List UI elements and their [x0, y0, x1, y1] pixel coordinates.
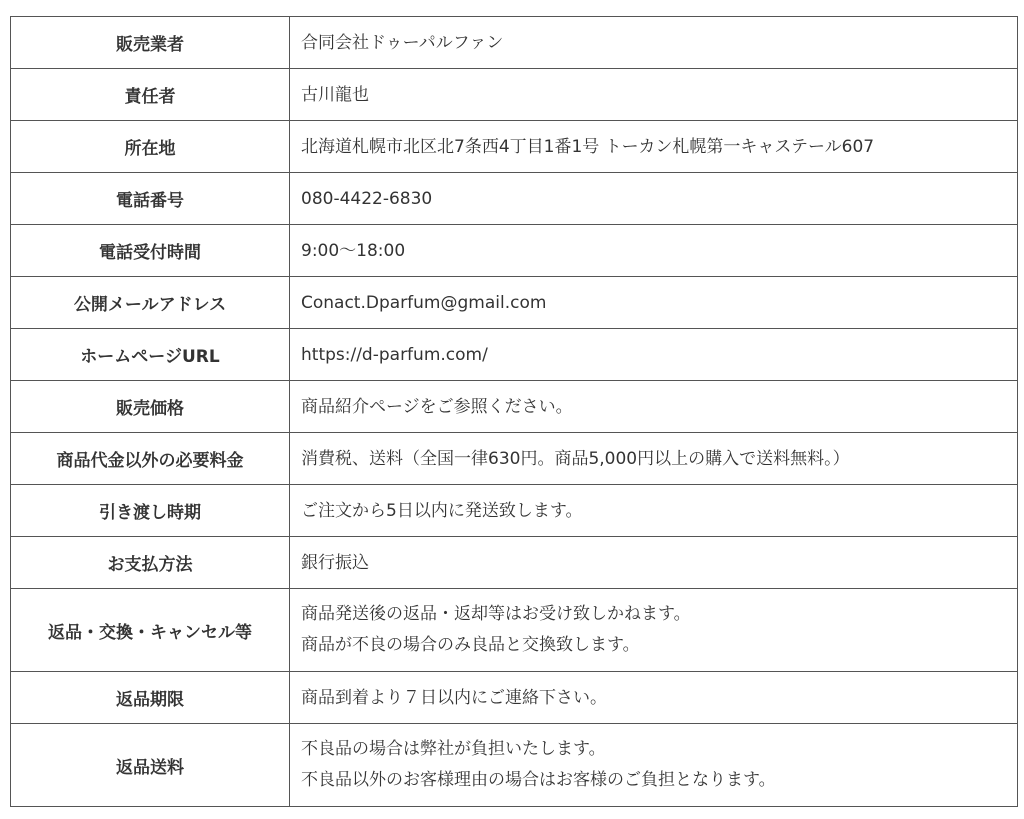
row-value [290, 381, 1018, 433]
row-value [290, 672, 1018, 724]
row-value [290, 537, 1018, 589]
table-row-homepage [11, 329, 1018, 381]
table-row-phone [11, 173, 1018, 225]
row-value [290, 485, 1018, 537]
row-label: 公開メールアドレス [11, 277, 290, 329]
table-row-return-shipping [11, 724, 1018, 807]
phone-hours-text: 9:00～18:00 [301, 240, 406, 261]
returns-policy-line-2: 商品が不良の場合のみ良品と交換致します。 [301, 635, 640, 655]
row-label: ホームページURL [11, 329, 290, 381]
row-label: 返品・交換・キャンセル等 [11, 589, 290, 672]
row-value [290, 589, 1018, 672]
row-value [290, 121, 1018, 173]
row-value [290, 433, 1018, 485]
row-value [290, 329, 1018, 381]
returns-policy-line-1: 商品発送後の返品・返却等はお受け致しかねます。 [301, 604, 691, 624]
price-text: 商品紹介ページをご参照ください。 [301, 396, 573, 417]
return-shipping-line-2: 不良品以外のお客様理由の場合はお客様のご負担となります。 [301, 770, 776, 790]
table-row-phone-hours [11, 225, 1018, 277]
row-label: 販売価格 [11, 381, 290, 433]
homepage-url: https://d-parfum.com/ [301, 344, 488, 365]
delivery-time-text: ご注文から5日以内に発送致します。 [301, 500, 583, 521]
table-row-address [11, 121, 1018, 173]
row-value [290, 277, 1018, 329]
row-label: 返品期限 [11, 672, 290, 724]
email-address: Conact.Dparfum@gmail.com [301, 292, 547, 313]
row-label: 販売業者 [11, 17, 290, 69]
row-label: 引き渡し時期 [11, 485, 290, 537]
return-shipping-line-1: 不良品の場合は弊社が負担いたします。 [301, 739, 606, 759]
table-row-price [11, 381, 1018, 433]
address-text: 北海道札幌市北区北7条西4丁目1番1号 トーカン札幌第一キャステール607 [301, 136, 875, 157]
extra-fees-text: 消費税、送料（全国一律630円。商品5,000円以上の購入で送料無料。） [301, 448, 850, 469]
row-label: 商品代金以外の必要料金 [11, 433, 290, 485]
table-row-email [11, 277, 1018, 329]
row-label: 電話番号 [11, 173, 290, 225]
row-label: 電話受付時間 [11, 225, 290, 277]
legal-notice-table-wrapper [10, 16, 1018, 807]
table-row-responsible-person [11, 69, 1018, 121]
return-deadline-text: 商品到着より７日以内にご連絡下さい。 [301, 687, 607, 708]
row-value [290, 225, 1018, 277]
seller-name: 合同会社ドゥーパルファン [301, 32, 504, 53]
row-label: お支払方法 [11, 537, 290, 589]
table-row-returns-exchanges [11, 589, 1018, 672]
payment-method-text: 銀行振込 [301, 552, 369, 573]
row-value [290, 724, 1018, 807]
row-value [290, 17, 1018, 69]
commerce-law-table [10, 16, 1018, 807]
table-row-seller [11, 17, 1018, 69]
table-row-delivery-time [11, 485, 1018, 537]
row-value [290, 69, 1018, 121]
table-row-payment-method [11, 537, 1018, 589]
table-row-extra-fees [11, 433, 1018, 485]
row-label: 所在地 [11, 121, 290, 173]
row-label: 返品送料 [11, 724, 290, 807]
responsible-person-name: 古川龍也 [301, 84, 369, 105]
row-label: 責任者 [11, 69, 290, 121]
row-value [290, 173, 1018, 225]
phone-number: 080-4422-6830 [301, 188, 433, 209]
table-row-return-deadline [11, 672, 1018, 724]
